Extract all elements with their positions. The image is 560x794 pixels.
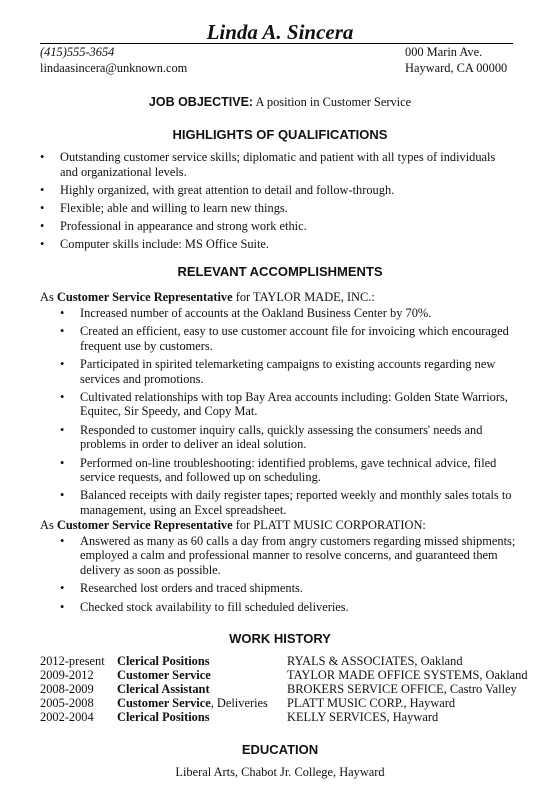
accomplishments-list-platt-music xyxy=(60,534,522,618)
bullet-icon: • xyxy=(40,237,45,251)
work-position: Customer Service, Deliveries xyxy=(117,696,268,710)
list-item: • Answered as many as 60 calls a day from angry customers regarding missed shipments; employed a calm and professional manner to resolve concerns, and guaranteed them delivery as soon as possible. xyxy=(60,534,516,577)
job-objective xyxy=(0,94,560,110)
highlights-heading: HIGHLIGHTS OF QUALIFICATIONS xyxy=(172,127,388,142)
list-item: • Increased number of accounts at the Oakland Business Center by 70%. xyxy=(60,306,432,320)
work-years: 2008-2009 xyxy=(40,682,94,696)
work-position: Clerical Positions xyxy=(117,710,210,724)
table-row xyxy=(40,682,528,696)
list-item: • Performed on-line troubleshooting: identified problems, gave technical advice, filed service requests, and followed up on scheduling. xyxy=(60,455,497,485)
resume-name: Linda A. Sincera xyxy=(206,20,354,44)
work-company: RYALS & ASSOCIATES, Oakland xyxy=(287,654,463,668)
bullet-icon: • xyxy=(60,324,65,339)
bullet-icon: • xyxy=(60,599,65,614)
table-row xyxy=(40,710,528,724)
work-years: 2012-present xyxy=(40,654,105,668)
bullet-icon: • xyxy=(60,581,65,596)
list-item: • Participated in spirited telemarketing campaigns to existing accounts regarding new services and promotions. xyxy=(60,357,496,386)
bullet-icon: • xyxy=(40,183,45,197)
bullet-icon: • xyxy=(60,357,65,372)
bullet-icon: • xyxy=(60,488,65,503)
list-item: • Computer skills include: MS Office Suite. xyxy=(40,237,270,251)
list-item: • Outstanding customer service skills; diplomatic and patient with all types of individuals and organizational levels. xyxy=(40,150,496,179)
bullet-icon: • xyxy=(60,390,65,405)
work-position: Clerical Positions xyxy=(117,654,210,668)
table-row xyxy=(40,696,528,710)
work-company: TAYLOR MADE OFFICE SYSTEMS, Oakland xyxy=(287,668,528,682)
work-company: BROKERS SERVICE OFFICE, Castro Valley xyxy=(287,682,517,696)
bullet-icon: • xyxy=(60,306,65,320)
city-address: Hayward, CA 00000 xyxy=(405,61,508,75)
job-objective-text: A position in Customer Service xyxy=(255,95,412,109)
list-item: • Researched lost orders and traced shipments. xyxy=(60,581,303,596)
table-row xyxy=(40,668,528,682)
work-position: Customer Service xyxy=(117,668,211,682)
list-item: • Responded to customer inquiry calls, quickly assessing the consumers' needs and problems in order to deliver an ideal solution. xyxy=(60,422,483,452)
list-item: • Balanced receipts with daily register tapes; reported weekly and monthly sales totals to management, using an Excel spreadsheet. xyxy=(60,488,512,517)
bullet-icon: • xyxy=(60,455,65,470)
email: lindaasincera@unknown.com xyxy=(40,61,188,75)
work-history-heading: WORK HISTORY xyxy=(229,631,331,646)
education-heading: EDUCATION xyxy=(241,742,319,757)
table-row xyxy=(40,654,528,668)
contact-line-2 xyxy=(40,61,520,76)
work-position: Clerical Assistant xyxy=(117,682,210,696)
phone: (415)555-3654 xyxy=(40,45,115,59)
accomplishments-list-taylor-made xyxy=(60,306,522,521)
street-address: 000 Marin Ave. xyxy=(405,45,483,59)
bullet-icon: • xyxy=(40,150,45,164)
work-years: 2005-2008 xyxy=(40,696,94,710)
list-item: • Cultivated relationships with top Bay Area accounts including: Golden State Warriors, Equitec, Sir Speedy, and Copy Mat. xyxy=(60,390,508,419)
work-history-table xyxy=(40,654,528,724)
header-rule xyxy=(40,43,513,44)
role-heading-platt-music: As Customer Service Representative for PLATT MUSIC CORPORATION: xyxy=(40,518,426,532)
work-years: 2002-2004 xyxy=(40,710,94,724)
list-item: • Checked stock availability to fill scheduled deliveries. xyxy=(60,599,349,614)
bullet-icon: • xyxy=(60,422,65,437)
bullet-icon: • xyxy=(40,219,45,233)
bullet-icon: • xyxy=(60,534,65,548)
job-objective-label: JOB OBJECTIVE: xyxy=(148,95,254,109)
work-company: PLATT MUSIC CORP., Hayward xyxy=(287,696,456,710)
role-title: Customer Service Representative xyxy=(56,518,233,532)
education-text: Liberal Arts, Chabot Jr. College, Hayward xyxy=(175,765,385,779)
highlights-list xyxy=(40,150,510,255)
contact-line-1 xyxy=(40,45,520,60)
list-item: • Highly organized, with great attention to detail and follow-through. xyxy=(40,183,395,197)
list-item: • Created an efficient, easy to use customer account file for invoicing which encouraged frequent use by customers. xyxy=(60,324,509,353)
bullet-icon: • xyxy=(40,201,45,215)
accomplishments-heading: RELEVANT ACCOMPLISHMENTS xyxy=(177,264,383,279)
list-item: • Flexible; able and willing to learn new things. xyxy=(40,201,288,215)
list-item: • Professional in appearance and strong work ethic. xyxy=(40,219,307,233)
role-title: Customer Service Representative xyxy=(56,290,233,304)
work-years: 2009-2012 xyxy=(40,668,94,682)
role-heading-taylor-made: As Customer Service Representative for TAYLOR MADE, INC.: xyxy=(40,290,375,304)
work-company: KELLY SERVICES, Hayward xyxy=(287,710,439,724)
